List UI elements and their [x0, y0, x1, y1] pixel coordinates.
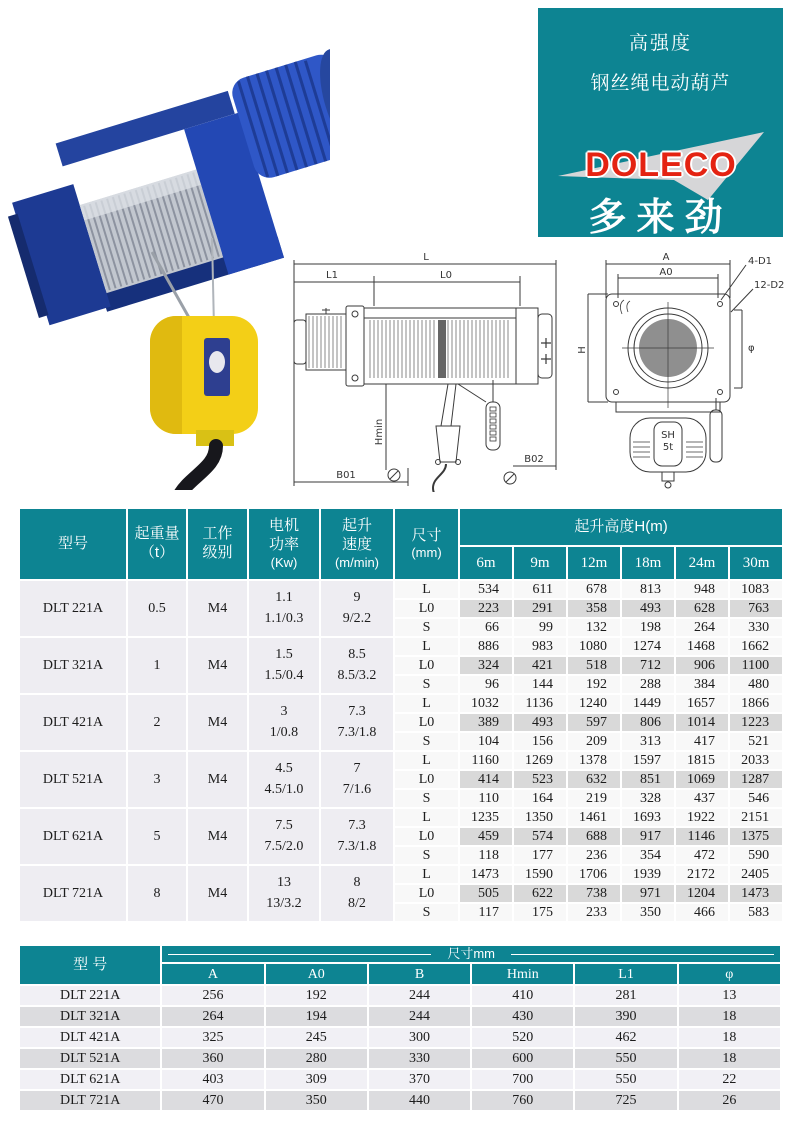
header-power: 电机 功率 (Kw) — [249, 509, 319, 579]
dim-label-cell: L0 — [395, 714, 458, 731]
dim-label-cell: S — [395, 847, 458, 864]
dim-header-group: 尺寸mm — [162, 946, 780, 962]
spec-cell: 384 — [676, 676, 728, 693]
spec-cell: 521 — [730, 733, 782, 750]
spec-cell: 763 — [730, 600, 782, 617]
capacity-cell: 1 — [128, 638, 186, 693]
duty-cell: M4 — [188, 866, 247, 921]
duty-cell: M4 — [188, 581, 247, 636]
product-photo — [0, 0, 330, 490]
spec-cell: 459 — [460, 828, 512, 845]
dim-header-L1: L1 — [575, 964, 676, 984]
dim-cell: 390 — [575, 1007, 676, 1026]
spec-cell: 198 — [622, 619, 674, 636]
spec-cell: 66 — [460, 619, 512, 636]
drawing-end-view — [578, 250, 790, 497]
table-row — [20, 638, 782, 655]
spec-cell: 1473 — [730, 885, 782, 902]
spec-cell: 886 — [460, 638, 512, 655]
hook — [176, 446, 226, 490]
spec-cell: 1083 — [730, 581, 782, 598]
dim-H-label: H — [578, 346, 588, 354]
spec-cell: 175 — [514, 904, 566, 921]
dim-label-cell: L — [395, 866, 458, 883]
dim-header-Hmin: Hmin — [472, 964, 573, 984]
duty-cell: M4 — [188, 638, 247, 693]
spec-cell: 688 — [568, 828, 620, 845]
spec-cell: 1866 — [730, 695, 782, 712]
spec-cell: 1657 — [676, 695, 728, 712]
spec-cell: 192 — [568, 676, 620, 693]
holes-4D1-label: 4-D1 — [748, 256, 773, 267]
spec-cell: 1204 — [676, 885, 728, 902]
table-row — [20, 1028, 780, 1047]
dim-cell: 600 — [472, 1049, 573, 1068]
drawing-side-view — [288, 250, 563, 497]
spec-cell: 518 — [568, 657, 620, 674]
spec-cell: 118 — [460, 847, 512, 864]
spec-cell: 1146 — [676, 828, 728, 845]
spec-cell: 1069 — [676, 771, 728, 788]
title-banner — [538, 8, 783, 237]
spec-cell: 324 — [460, 657, 512, 674]
spec-cell: 421 — [514, 657, 566, 674]
logo-wordmark: DOLECO — [585, 146, 737, 184]
header-height-group: 起升高度H(m) — [460, 509, 782, 545]
spec-cell: 917 — [622, 828, 674, 845]
dim-cell: 300 — [369, 1028, 470, 1047]
hook-label-sh: SH — [661, 430, 675, 441]
spec-cell: 632 — [568, 771, 620, 788]
dim-label-cell: S — [395, 676, 458, 693]
spec-cell: 132 — [568, 619, 620, 636]
dim-L1-label: L1 — [326, 270, 338, 281]
spec-cell: 330 — [730, 619, 782, 636]
table-row — [20, 695, 782, 712]
spec-cell: 99 — [514, 619, 566, 636]
spec-cell: 1461 — [568, 809, 620, 826]
speed-cell: 7.3 7.3/1.8 — [321, 809, 393, 864]
spec-cell: 1922 — [676, 809, 728, 826]
spec-cell: 971 — [622, 885, 674, 902]
speed-cell: 7.3 7.3/1.8 — [321, 695, 393, 750]
header-height-24m: 24m — [676, 547, 728, 579]
dimension-table — [18, 944, 782, 1112]
model-cell: DLT 421A — [20, 1028, 160, 1047]
dim-label-cell: L — [395, 752, 458, 769]
dim-label-cell: L — [395, 695, 458, 712]
dim-cell: 192 — [266, 986, 367, 1005]
spec-cell: 1223 — [730, 714, 782, 731]
spec-cell: 523 — [514, 771, 566, 788]
spec-cell: 1378 — [568, 752, 620, 769]
power-cell: 7.5 7.5/2.0 — [249, 809, 319, 864]
spec-cell: 264 — [676, 619, 728, 636]
dim-cell: 325 — [162, 1028, 263, 1047]
dim-label-cell: L — [395, 581, 458, 598]
dim-cell: 410 — [472, 986, 573, 1005]
spec-cell: 177 — [514, 847, 566, 864]
model-cell: DLT 521A — [20, 752, 126, 807]
dim-header-model: 型 号 — [20, 946, 160, 984]
dim-label-cell: L — [395, 638, 458, 655]
spec-cell: 1597 — [622, 752, 674, 769]
spec-cell: 983 — [514, 638, 566, 655]
dim-label-cell: S — [395, 904, 458, 921]
spec-cell: 1136 — [514, 695, 566, 712]
spec-cell: 574 — [514, 828, 566, 845]
dim-label-cell: L — [395, 809, 458, 826]
power-cell: 13 13/3.2 — [249, 866, 319, 921]
table-row — [20, 1070, 780, 1089]
dim-cell: 26 — [679, 1091, 780, 1110]
spec-cell: 1014 — [676, 714, 728, 731]
spec-cell: 288 — [622, 676, 674, 693]
spec-cell: 350 — [622, 904, 674, 921]
capacity-cell: 0.5 — [128, 581, 186, 636]
dim-A0-label: A0 — [659, 267, 673, 278]
table-row — [20, 866, 782, 883]
dim-label-cell: L0 — [395, 885, 458, 902]
dim-B02-label: B02 — [524, 454, 544, 465]
dim-cell: 18 — [679, 1028, 780, 1047]
spec-cell: 1032 — [460, 695, 512, 712]
header-duty: 工作 级别 — [188, 509, 247, 579]
capacity-cell: 5 — [128, 809, 186, 864]
spec-cell: 328 — [622, 790, 674, 807]
spec-table — [18, 507, 782, 923]
dim-label-cell: S — [395, 619, 458, 636]
speed-cell: 7 7/1.6 — [321, 752, 393, 807]
model-cell: DLT 221A — [20, 581, 126, 636]
dim-cell: 520 — [472, 1028, 573, 1047]
speed-cell: 8 8/2 — [321, 866, 393, 921]
header-size: 尺寸 (mm) — [395, 509, 458, 579]
spec-cell: 1274 — [622, 638, 674, 655]
capacity-cell: 3 — [128, 752, 186, 807]
spec-cell: 1815 — [676, 752, 728, 769]
banner-title-line2: 钢丝绳电动葫芦 — [590, 73, 731, 94]
spec-cell: 117 — [460, 904, 512, 921]
spec-cell: 1160 — [460, 752, 512, 769]
spec-cell: 104 — [460, 733, 512, 750]
spec-cell: 738 — [568, 885, 620, 902]
spec-cell: 534 — [460, 581, 512, 598]
spec-cell: 622 — [514, 885, 566, 902]
dim-cell: 281 — [575, 986, 676, 1005]
holes-12D2-label: 12-D2 — [754, 280, 785, 291]
dim-cell: 360 — [162, 1049, 263, 1068]
spec-cell: 414 — [460, 771, 512, 788]
spec-cell: 1468 — [676, 638, 728, 655]
model-cell: DLT 221A — [20, 986, 160, 1005]
spec-cell: 417 — [676, 733, 728, 750]
duty-cell: M4 — [188, 809, 247, 864]
dim-cell: 330 — [369, 1049, 470, 1068]
header-capacity: 起重量 （t） — [128, 509, 186, 579]
spec-cell: 948 — [676, 581, 728, 598]
model-cell: DLT 321A — [20, 1007, 160, 1026]
table-row — [20, 809, 782, 826]
spec-cell: 813 — [622, 581, 674, 598]
spec-cell: 493 — [514, 714, 566, 731]
dim-phi-label: φ — [748, 343, 755, 354]
model-cell: DLT 721A — [20, 1091, 160, 1110]
hoist-body — [0, 44, 330, 332]
spec-cell: 1473 — [460, 866, 512, 883]
spec-cell: 1269 — [514, 752, 566, 769]
dim-cell: 462 — [575, 1028, 676, 1047]
speed-cell: 9 9/2.2 — [321, 581, 393, 636]
header-model: 型号 — [20, 509, 126, 579]
spec-cell: 164 — [514, 790, 566, 807]
table-row — [20, 752, 782, 769]
dim-cell: 760 — [472, 1091, 573, 1110]
spec-cell: 2151 — [730, 809, 782, 826]
dim-L-label: L — [423, 252, 429, 263]
dim-cell: 194 — [266, 1007, 367, 1026]
header-speed: 起升 速度 (m/min) — [321, 509, 393, 579]
spec-cell: 1706 — [568, 866, 620, 883]
table-row — [20, 581, 782, 598]
power-cell: 1.1 1.1/0.3 — [249, 581, 319, 636]
dim-L0-label: L0 — [440, 270, 452, 281]
spec-cell: 712 — [622, 657, 674, 674]
spec-cell: 583 — [730, 904, 782, 921]
spec-cell: 906 — [676, 657, 728, 674]
dim-cell: 18 — [679, 1049, 780, 1068]
header-height-30m: 30m — [730, 547, 782, 579]
dim-cell: 403 — [162, 1070, 263, 1089]
dim-cell: 280 — [266, 1049, 367, 1068]
spec-cell: 2033 — [730, 752, 782, 769]
dim-label-cell: S — [395, 790, 458, 807]
dim-label-cell: S — [395, 733, 458, 750]
model-cell: DLT 521A — [20, 1049, 160, 1068]
hook-label-5t: 5t — [662, 442, 674, 453]
brand-chinese-name: 多来劲 — [588, 197, 733, 239]
dim-label-cell: L0 — [395, 771, 458, 788]
dim-cell: 13 — [679, 986, 780, 1005]
spec-cell: 354 — [622, 847, 674, 864]
dim-header-phi: φ — [679, 964, 780, 984]
spec-cell: 1080 — [568, 638, 620, 655]
dim-cell: 22 — [679, 1070, 780, 1089]
spec-cell: 678 — [568, 581, 620, 598]
dim-cell: 18 — [679, 1007, 780, 1026]
dim-B01-label: B01 — [336, 470, 356, 481]
dim-cell: 430 — [472, 1007, 573, 1026]
model-cell: DLT 621A — [20, 809, 126, 864]
power-cell: 1.5 1.5/0.4 — [249, 638, 319, 693]
table-row — [20, 1091, 780, 1110]
header-height-18m: 18m — [622, 547, 674, 579]
spec-cell: 156 — [514, 733, 566, 750]
spec-cell: 223 — [460, 600, 512, 617]
table-row — [20, 1049, 780, 1068]
spec-cell: 493 — [622, 600, 674, 617]
model-cell: DLT 621A — [20, 1070, 160, 1089]
dim-header-A0: A0 — [266, 964, 367, 984]
duty-cell: M4 — [188, 695, 247, 750]
spec-cell: 1100 — [730, 657, 782, 674]
spec-cell: 110 — [460, 790, 512, 807]
spec-cell: 1662 — [730, 638, 782, 655]
spec-cell: 590 — [730, 847, 782, 864]
spec-cell: 236 — [568, 847, 620, 864]
model-cell: DLT 421A — [20, 695, 126, 750]
dim-cell: 700 — [472, 1070, 573, 1089]
dim-cell: 440 — [369, 1091, 470, 1110]
dim-cell: 256 — [162, 986, 263, 1005]
header-height-6m: 6m — [460, 547, 512, 579]
spec-cell: 466 — [676, 904, 728, 921]
spec-cell: 313 — [622, 733, 674, 750]
spec-cell: 806 — [622, 714, 674, 731]
spec-cell: 96 — [460, 676, 512, 693]
spec-cell: 480 — [730, 676, 782, 693]
spec-cell: 209 — [568, 733, 620, 750]
spec-cell: 1240 — [568, 695, 620, 712]
spec-cell: 1375 — [730, 828, 782, 845]
power-cell: 3 1/0.8 — [249, 695, 319, 750]
spec-cell: 1287 — [730, 771, 782, 788]
header-height-9m: 9m — [514, 547, 566, 579]
dim-cell: 309 — [266, 1070, 367, 1089]
spec-cell: 597 — [568, 714, 620, 731]
spec-cell: 2405 — [730, 866, 782, 883]
dim-label-cell: L0 — [395, 657, 458, 674]
dim-cell: 725 — [575, 1091, 676, 1110]
dim-cell: 470 — [162, 1091, 263, 1110]
dim-cell: 244 — [369, 1007, 470, 1026]
spec-cell: 546 — [730, 790, 782, 807]
spec-cell: 1939 — [622, 866, 674, 883]
dim-label-cell: L0 — [395, 600, 458, 617]
spec-cell: 358 — [568, 600, 620, 617]
header-height-12m: 12m — [568, 547, 620, 579]
spec-cell: 1449 — [622, 695, 674, 712]
dim-header-A: A — [162, 964, 263, 984]
dim-cell: 245 — [266, 1028, 367, 1047]
spec-cell: 291 — [514, 600, 566, 617]
model-cell: DLT 721A — [20, 866, 126, 921]
dim-cell: 550 — [575, 1070, 676, 1089]
spec-cell: 1235 — [460, 809, 512, 826]
speed-cell: 8.5 8.5/3.2 — [321, 638, 393, 693]
dim-label-cell: L0 — [395, 828, 458, 845]
dim-Hmin-label: Hmin — [374, 418, 385, 446]
banner-title-line1: 高强度 — [628, 33, 692, 54]
table-row — [20, 1007, 780, 1026]
spec-cell: 144 — [514, 676, 566, 693]
spec-cell: 628 — [676, 600, 728, 617]
spec-cell: 1350 — [514, 809, 566, 826]
spec-cell: 437 — [676, 790, 728, 807]
dim-A-label: A — [662, 252, 670, 263]
spec-cell: 389 — [460, 714, 512, 731]
dim-header-B: B — [369, 964, 470, 984]
spec-cell: 611 — [514, 581, 566, 598]
spec-cell: 505 — [460, 885, 512, 902]
dim-cell: 264 — [162, 1007, 263, 1026]
duty-cell: M4 — [188, 752, 247, 807]
dim-cell: 550 — [575, 1049, 676, 1068]
dim-cell: 370 — [369, 1070, 470, 1089]
hook-block — [150, 316, 258, 446]
spec-cell: 2172 — [676, 866, 728, 883]
spec-cell: 1590 — [514, 866, 566, 883]
dim-cell: 350 — [266, 1091, 367, 1110]
spec-cell: 233 — [568, 904, 620, 921]
model-cell: DLT 321A — [20, 638, 126, 693]
capacity-cell: 2 — [128, 695, 186, 750]
spec-cell: 219 — [568, 790, 620, 807]
dim-cell: 244 — [369, 986, 470, 1005]
power-cell: 4.5 4.5/1.0 — [249, 752, 319, 807]
capacity-cell: 8 — [128, 866, 186, 921]
table-row — [20, 986, 780, 1005]
spec-cell: 851 — [622, 771, 674, 788]
spec-cell: 1693 — [622, 809, 674, 826]
spec-cell: 472 — [676, 847, 728, 864]
